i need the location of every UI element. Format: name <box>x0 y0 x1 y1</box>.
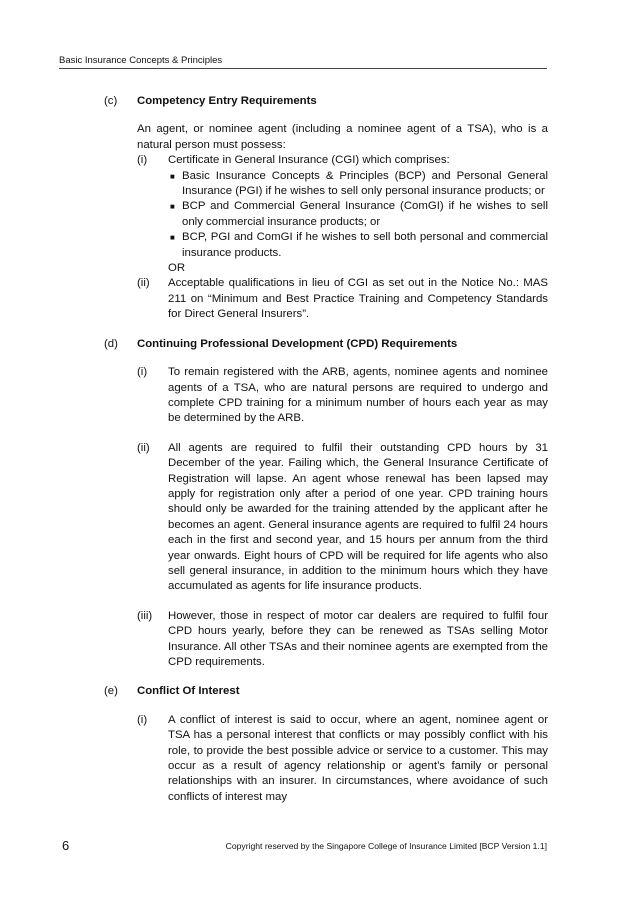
item-text: Acceptable qualifications in lieu of CGI as set out in the Notice No.: MAS 211 on “Minimum and Best Practice Training and Competency Standards for Direct General Insurers”. <box>168 277 548 321</box>
section-title: Competency Entry Requirements <box>137 95 317 107</box>
running-header: Basic Insurance Concepts & Principles <box>59 55 223 66</box>
bullet-text: BCP and Commercial General Insurance (ComGI) if he wishes to sell only commercial insurance products; or <box>182 200 548 228</box>
item-label: (iii) <box>137 609 153 622</box>
section-label: (c) <box>104 95 118 107</box>
item-label: (i) <box>137 366 148 379</box>
bullet-item <box>168 169 548 200</box>
section-c <box>104 94 548 323</box>
square-bullet-icon: ■ <box>170 202 175 212</box>
list-item <box>137 365 548 427</box>
section-intro: An agent, or nominee agent (including a nominee agent of a TSA), who is a natural person must possess: <box>137 123 548 151</box>
bullet-item <box>168 199 548 230</box>
item-text: All agents are required to fulfil their outstanding CPD hours by 31 December of the year. Failing which, the General Insurance Certificate of Registration will lapse. An agent whose renewal has been lapsed may apply for registration only after a period of one year. CPD training hours should only be awarded for the training attended by the applicant after he becomes an agent. General insurance agents are required to fulfil 24 hours each in the first and second year, and 15 hours per annum from the third year onwards. Eight hours of CPD will be required for life agents who also sell general insurance, in addition to the minimum hours which they have accumulated as agents for life insurance products. <box>168 441 548 593</box>
copyright-notice: Copyright reserved by the Singapore College of Insurance Limited [BCP Version 1.1] <box>225 841 547 851</box>
item-label: (ii) <box>137 277 150 290</box>
list-item <box>137 713 548 805</box>
item-text: However, those in respect of motor car dealers are required to fulfil four CPD hours yearly, before they can be renewed as TSAs selling Motor Insurance. All other TSAs and their nominee agents are exempted from the CPD requirements. <box>168 609 548 668</box>
page-number: 6 <box>62 838 70 853</box>
square-bullet-icon: ■ <box>170 233 175 243</box>
page-content <box>104 94 548 819</box>
item-text: Certificate in General Insurance (CGI) which comprises: <box>168 154 450 167</box>
bullet-text: BCP, PGI and ComGI if he wishes to sell both personal and commercial insurance products. <box>182 231 548 259</box>
item-text: To remain registered with the ARB, agents, nominee agents and nominee agents of a TSA, who are natural persons are required to undergo and complete CPD training for a minimum number of hours each year as may be determined by the ARB. <box>168 366 548 425</box>
section-title: Conflict Of Interest <box>137 685 240 698</box>
section-title: Continuing Professional Development (CPD) Requirements <box>137 337 458 350</box>
item-label: (i) <box>137 154 148 167</box>
page-footer <box>59 838 547 858</box>
section-d <box>104 337 548 671</box>
list-item <box>137 153 548 276</box>
header-rule <box>59 68 547 69</box>
bullet-item <box>168 230 548 261</box>
section-e <box>104 684 548 805</box>
section-label: (d) <box>104 337 118 350</box>
square-bullet-icon: ■ <box>170 171 175 181</box>
item-text: A conflict of interest is said to occur, where an agent, nominee agent or TSA has a personal interest that conflicts or may possibly conflict with his role, to provide the best possible advice or service to a customer. This may occur as a result of agency relationship or agent’s family or personal relationships with an insurer. In circumstances, where avoidance of such conflicts of interest may <box>168 713 548 803</box>
item-label: (i) <box>137 713 148 726</box>
list-item <box>137 609 548 671</box>
list-item <box>137 276 548 322</box>
or-separator: OR <box>168 262 186 275</box>
item-label: (ii) <box>137 441 150 454</box>
list-item <box>137 441 548 595</box>
section-label: (e) <box>104 685 118 698</box>
bullet-text: Basic Insurance Concepts & Principles (BCP) and Personal General Insurance (PGI) if he wishes to sell only personal insurance products; or <box>182 169 548 198</box>
